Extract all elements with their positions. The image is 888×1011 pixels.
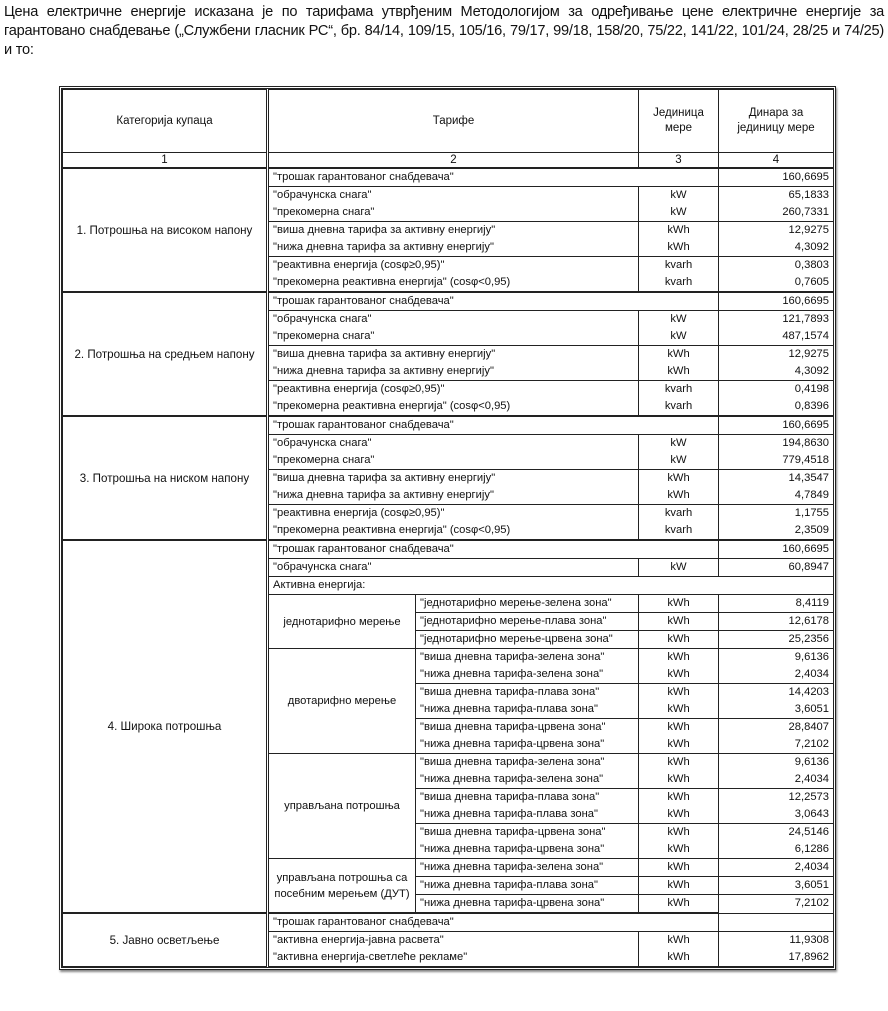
price-cell: 14,3547 [719,470,834,488]
tariff-name: "активна енергија-светлеће рекламе" [268,949,639,967]
tariff-name: "виша дневна тарифа за активну енергију" [268,470,639,488]
unit-cell: kWh [639,701,719,719]
column-number-2: 2 [268,153,639,169]
table-row [63,540,834,559]
unit-cell: kvarh [639,398,719,416]
column-number-4: 4 [719,153,834,169]
tariff-name: "виша дневна тарифа-зелена зона" [416,754,639,772]
unit-cell: kWh [639,346,719,364]
unit-cell: kWh [639,932,719,950]
price-cell: 28,8407 [719,719,834,737]
price-cell: 65,1833 [719,187,834,205]
price-cell: 160,6695 [719,292,834,311]
tariff-name: "једнотарифно мерење-зелена зона" [416,595,639,613]
unit-cell: kvarh [639,274,719,292]
unit-cell: kWh [639,666,719,684]
tariff-name: "нижа дневна тарифа за активну енергију" [268,487,639,505]
unit-cell: kWh [639,684,719,702]
price-cell: 260,7331 [719,204,834,222]
category-cell: 5. Јавно осветљење [63,913,268,967]
price-cell: 2,3509 [719,522,834,540]
unit-cell: kWh [639,789,719,807]
tariff-name: "нижа дневна тарифа-црвена зона" [416,841,639,859]
price-cell: 25,2356 [719,631,834,649]
unit-cell: kWh [639,754,719,772]
price-cell: 3,0643 [719,806,834,824]
column-number-row [63,153,834,169]
unit-cell: kvarh [639,257,719,275]
tariff-name: "трошак гарантованог снабдевача" [268,168,719,187]
tariff-name: "нижа дневна тарифа-плава зона" [416,877,639,895]
tariff-name: "обрачунска снага" [268,559,639,577]
price-cell: 160,6695 [719,416,834,435]
price-cell: 12,9275 [719,222,834,240]
meter-group-cell: двотарифно мерење [268,649,416,754]
unit-cell: kW [639,559,719,577]
price-cell: 12,2573 [719,789,834,807]
unit-cell: kvarh [639,505,719,523]
price-cell: 1,1755 [719,505,834,523]
header-category: Категорија купаца [63,90,268,153]
price-cell: 9,6136 [719,649,834,667]
unit-cell: kWh [639,649,719,667]
tariff-name: "прекомерна реактивна енергија" (cosφ<0,95) [268,522,639,540]
unit-cell: kW [639,204,719,222]
tariff-name: "прекомерна снага" [268,452,639,470]
tariff-name: "трошак гарантованог снабдевача" [268,292,719,311]
price-cell: 7,2102 [719,736,834,754]
column-number-1: 1 [63,153,268,169]
tariff-table-frame [59,86,836,970]
price-cell: 17,8962 [719,949,834,967]
tariff-name: "нижа дневна тарифа-зелена зона" [416,771,639,789]
price-cell: 4,3092 [719,239,834,257]
tariff-name: "виша дневна тарифа-зелена зона" [416,649,639,667]
price-cell: 0,3803 [719,257,834,275]
unit-cell: kW [639,311,719,329]
price-cell: 487,1574 [719,328,834,346]
price-cell: 8,4119 [719,595,834,613]
unit-cell: kWh [639,877,719,895]
price-cell: 160,6695 [719,540,834,559]
price-cell: 0,7605 [719,274,834,292]
price-cell: 14,4203 [719,684,834,702]
meter-group-cell: једнотарифно мерење [268,595,416,649]
price-cell: 160,6695 [719,168,834,187]
unit-cell: kWh [639,806,719,824]
table-row [63,416,834,435]
tariff-name: "прекомерна снага" [268,204,639,222]
tariff-name: "обрачунска снага" [268,311,639,329]
unit-cell: kW [639,452,719,470]
price-cell: 2,4034 [719,771,834,789]
intro-paragraph: Цена електричне енергије исказана је по тарифама утврђеним Методологијом за одређивање цене електричне енергије за гарантовано снабдевање („Службени гласник РС“, бр. 84/14, 109/15, 105/16, 79/17, 99/18, 158/20, 75/22, 141/22, 101/24, 28/25 и 74/25) и то: [4,4,884,58]
tariff-name: "виша дневна тарифа за активну енергију" [268,222,639,240]
price-cell: 0,8396 [719,398,834,416]
price-cell: 2,4034 [719,859,834,877]
unit-cell: kvarh [639,381,719,399]
unit-cell: kvarh [639,522,719,540]
tariff-name: "виша дневна тарифа-плава зона" [416,789,639,807]
price-cell: 9,6136 [719,754,834,772]
tariff-name: "једнотарифно мерење-плава зона" [416,613,639,631]
tariff-name: "реактивна енергија (cosφ≥0,95)" [268,257,639,275]
price-cell: 12,6178 [719,613,834,631]
tariff-name: "трошак гарантованог снабдевача" [268,416,719,435]
unit-cell: kWh [639,363,719,381]
tariff-name: "обрачунска снага" [268,435,639,453]
tariff-name: "трошак гарантованог снабдевача" [268,913,719,932]
tariff-name: "једнотарифно мерење-црвена зона" [416,631,639,649]
tariff-name: "активна енергија-јавна расвета" [268,932,639,950]
category-cell: 4. Широка потрошња [63,540,268,913]
price-cell: 6,1286 [719,841,834,859]
unit-cell: kWh [639,631,719,649]
header-tariffs: Тарифе [268,90,639,153]
table-row [63,292,834,311]
tariff-name: "нижа дневна тарифа за активну енергију" [268,363,639,381]
tariff-name: "нижа дневна тарифа за активну енергију" [268,239,639,257]
tariff-name: "нижа дневна тарифа-плава зона" [416,701,639,719]
table-row [63,913,834,932]
unit-cell: kWh [639,841,719,859]
category-cell: 2. Потрошња на средњем напону [63,292,268,416]
unit-cell: kWh [639,239,719,257]
tariff-name: "прекомерна снага" [268,328,639,346]
table-row [63,168,834,187]
unit-cell: kW [639,328,719,346]
price-cell: 24,5146 [719,824,834,842]
tariff-name: "виша дневна тарифа-црвена зона" [416,824,639,842]
unit-cell: kWh [639,719,719,737]
header-unit: Јединица мере [639,90,719,153]
unit-cell: kWh [639,487,719,505]
unit-cell: kWh [639,595,719,613]
tariff-name: "виша дневна тарифа-црвена зона" [416,719,639,737]
price-cell: 779,4518 [719,452,834,470]
tariff-name: "нижа дневна тарифа-црвена зона" [416,736,639,754]
column-number-3: 3 [639,153,719,169]
active-energy-label: Активна енергија: [268,577,834,595]
tariff-name: "реактивна енергија (cosφ≥0,95)" [268,505,639,523]
unit-cell: kWh [639,859,719,877]
tariff-name: "виша дневна тарифа-плава зона" [416,684,639,702]
tariff-name: "прекомерна реактивна енергија" (cosφ<0,95) [268,274,639,292]
unit-cell: kWh [639,771,719,789]
tariff-name: "реактивна енергија (cosφ≥0,95)" [268,381,639,399]
header-price: Динара за јединицу мере [719,90,834,153]
category-cell: 1. Потрошња на високом напону [63,168,268,292]
unit-cell: kWh [639,222,719,240]
meter-group-cell: управљана потрошња са посебним мерењем (ДУТ) [268,859,416,914]
price-cell: 4,7849 [719,487,834,505]
tariff-name: "обрачунска снага" [268,187,639,205]
unit-cell: kWh [639,736,719,754]
tariff-name: "нижа дневна тарифа-зелена зона" [416,859,639,877]
price-cell: 4,3092 [719,363,834,381]
tariff-name: "нижа дневна тарифа-плава зона" [416,806,639,824]
price-cell: 12,9275 [719,346,834,364]
unit-cell: kWh [639,895,719,914]
unit-cell: kWh [639,949,719,967]
category-cell: 3. Потрошња на ниском напону [63,416,268,540]
price-cell: 2,4034 [719,666,834,684]
unit-cell: kWh [639,824,719,842]
tariff-name: "нижа дневна тарифа-црвена зона" [416,895,639,914]
price-cell: 7,2102 [719,895,834,914]
unit-cell: kWh [639,470,719,488]
tariff-name: "трошак гарантованог снабдевача" [268,540,719,559]
unit-cell: kW [639,435,719,453]
price-cell: 0,4198 [719,381,834,399]
tariff-name: "прекомерна реактивна енергија" (cosφ<0,95) [268,398,639,416]
price-cell: 194,8630 [719,435,834,453]
price-cell: 3,6051 [719,701,834,719]
tariff-name: "виша дневна тарифа за активну енергију" [268,346,639,364]
unit-cell: kWh [639,613,719,631]
price-cell: 60,8947 [719,559,834,577]
unit-cell: kW [639,187,719,205]
meter-group-cell: управљана потрошња [268,754,416,859]
price-cell: 121,7893 [719,311,834,329]
price-cell: 11,9308 [719,932,834,950]
header-row [63,90,834,153]
tariff-table [62,89,834,967]
tariff-name: "нижа дневна тарифа-зелена зона" [416,666,639,684]
price-cell: 3,6051 [719,877,834,895]
